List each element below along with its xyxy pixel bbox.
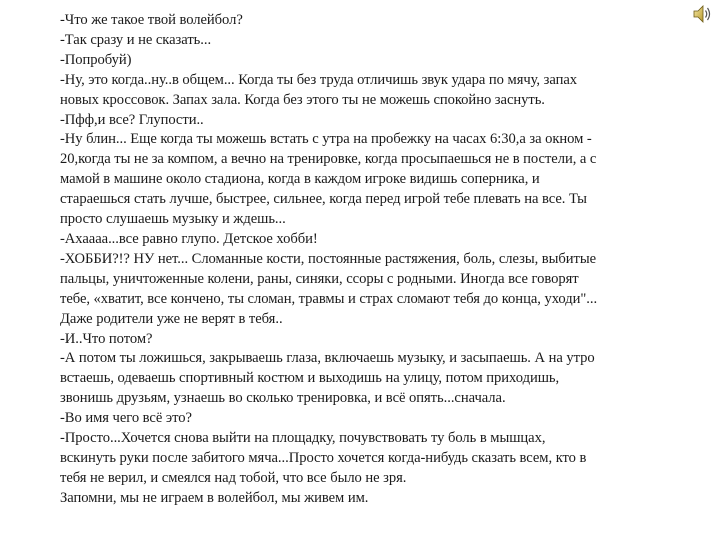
text-line: мамой в машине около стадиона, когда в каждом игроке видишь соперника, и bbox=[60, 171, 540, 188]
text-line: -Пфф,и все? Глупости.. bbox=[60, 111, 204, 128]
text-line: вскинуть руки после забитого мяча...Просто хочется когда-нибудь сказать всем, кто в bbox=[60, 449, 587, 466]
speaker-icon[interactable] bbox=[692, 3, 712, 25]
text-line: -Просто...Хочется снова выйти на площадку, почувствовать ту боль в мышцах, bbox=[60, 430, 546, 447]
text-line: 20,когда ты не за компом, а вечно на тренировке, когда просыпаешься не в постели, а с bbox=[60, 151, 597, 168]
text-line: Даже родители уже не верят в тебя.. bbox=[60, 310, 283, 327]
text-line: звонишь друзьям, узнаешь во сколько тренировка, и всё опять...сначала. bbox=[60, 390, 506, 407]
text-line: -А потом ты ложишься, закрываешь глаза, включаешь музыку, и засыпаешь. А на утро bbox=[60, 350, 595, 367]
text-line: стараешься стать лучше, быстрее, сильнее, когда перед игрой тебе плевать на все. Ты bbox=[60, 191, 587, 208]
text-line: -Ахаааа...все равно глупо. Детское хобби! bbox=[60, 230, 318, 247]
text-line: просто слушаешь музыку и ждешь... bbox=[60, 211, 286, 228]
text-line: -Так сразу и не сказать... bbox=[60, 31, 212, 48]
text-line: встаешь, одеваешь спортивный костюм и выходишь на улицу, потом приходишь, bbox=[60, 370, 560, 387]
text-line: -Попробуй) bbox=[60, 51, 132, 68]
text-line: тебя не верил, и смеялся над тобой, что все было не зря. bbox=[60, 469, 407, 486]
text-line: -Ну, это когда..ну..в общем... Когда ты без труда отличишь звук удара по мячу, запах bbox=[60, 71, 578, 88]
text-line: новых кроссовок. Запах зала. Когда без этого ты не можешь спокойно заснуть. bbox=[60, 91, 545, 108]
text-line: пальцы, уничтоженные колени, раны, синяки, ссоры с родными. Иногда все говорят bbox=[60, 270, 579, 287]
text-line: -Что же такое твой волейбол? bbox=[60, 12, 243, 28]
text-line: -ХОББИ?!? НУ нет... Сломанные кости, постоянные растяжения, боль, слезы, выбитые bbox=[60, 250, 597, 267]
dialogue-text bbox=[60, 11, 690, 509]
text-line: -Во имя чего всё это? bbox=[60, 410, 192, 427]
text-line: Запомни, мы не играем в волейбол, мы живем им. bbox=[60, 489, 369, 506]
text-line: -Ну блин... Еще когда ты можешь встать с утра на пробежку на часах 6:30,а за окном - bbox=[60, 131, 592, 148]
text-line: -И..Что потом? bbox=[60, 330, 153, 347]
speaker-icon-graphic bbox=[692, 3, 712, 25]
text-line: тебе, «хватит, все кончено, ты сломан, травмы и страх сломают тебя до конца, уходи"... bbox=[60, 290, 598, 307]
